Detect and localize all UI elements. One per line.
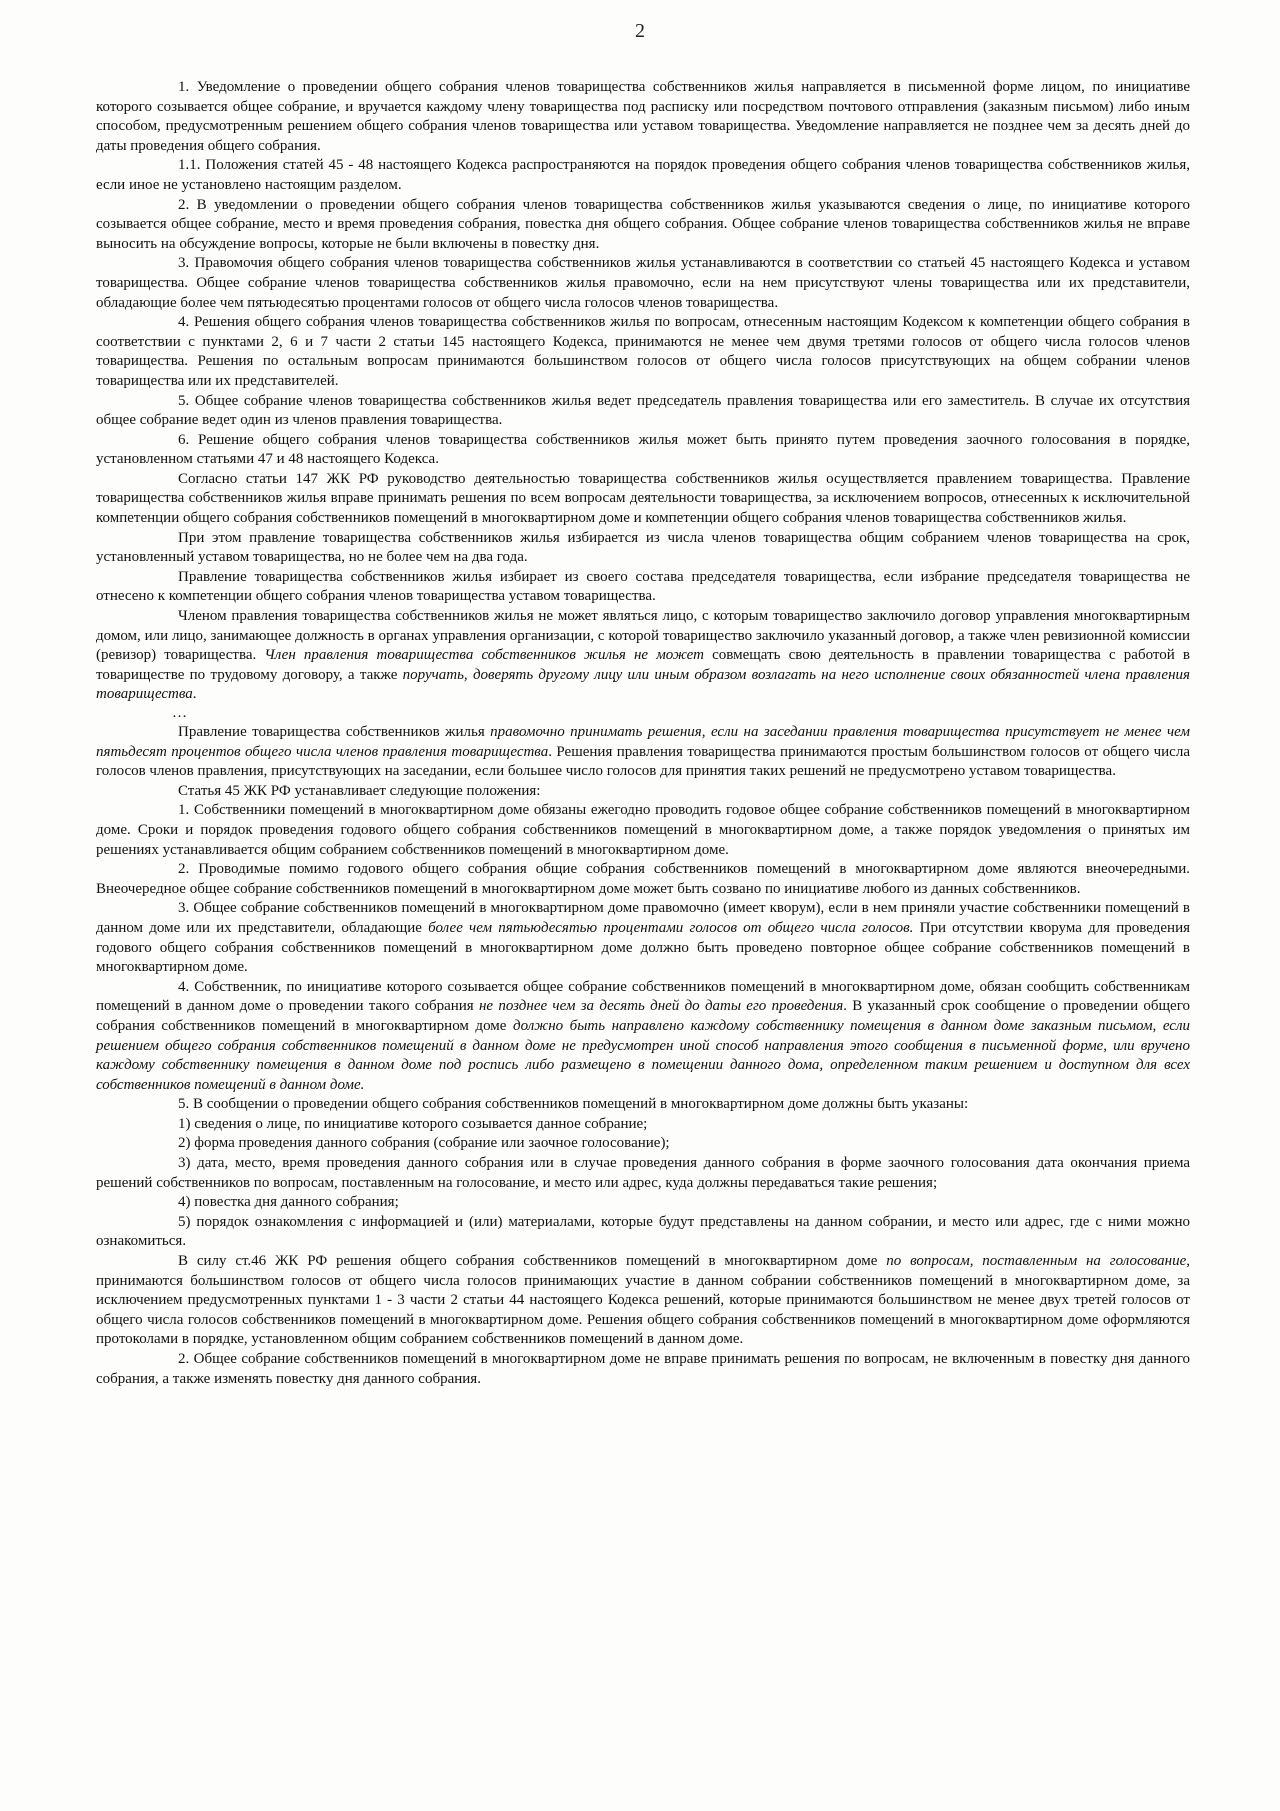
text-run: . В указанный срок сообщение о проведении общего собрания собственников помещений в многоквартирном доме xyxy=(96,998,1190,1034)
paragraph xyxy=(96,899,1190,977)
text-run: 4. Решения общего собрания членов товарищества собственников жилья по вопросам, отнесенным настоящим Кодексом к компетенции общего собрания в соответствии с пунктами 2, 6 и 7 части 2 статьи 145 настоящего Кодекса, принимаются не менее чем двумя третями голосов от общего числа голосов членов товарищества. Решения по остальным вопросам принимаются большинством голосов от общего числа голосов присутствующих на общем собрании членов товарищества или их представителей. xyxy=(96,314,1190,389)
italic-text: более чем пятьюдесятью процентами голосов от общего числа голосов. xyxy=(428,919,914,936)
paragraph xyxy=(96,1193,1190,1213)
paragraph xyxy=(96,1213,1190,1252)
text-run: При отсутствии кворума для проведения годового общего собрания собственников помещений в многоквартирном доме должно быть проведено повторное общее собрание собственников помещений в многоквартирном доме. xyxy=(96,919,1190,976)
text-run: 5. Общее собрание членов товарищества собственников жилья ведет председатель правления товарищества или его заместитель. В случае их отсутствия общее собрание ведет один из членов правления товарищества. xyxy=(96,392,1190,429)
paragraph xyxy=(96,529,1190,568)
text-run: 2) форма проведения данного собрания (собрание или заочное голосование); xyxy=(178,1135,670,1152)
paragraph xyxy=(96,1252,1190,1350)
text-run: 1) сведения о лице, по инициативе которого созывается данное собрание; xyxy=(178,1115,648,1132)
text-run: 3) дата, место, время проведения данного собрания или в случае проведения данного собрания в форме заочного голосования дата окончания приема решений собственников по вопросам, поставленным на голосование, и место или адрес, куда должны передаваться такие решения; xyxy=(96,1155,1190,1191)
text-run: Статья 45 ЖК РФ устанавливает следующие положения: xyxy=(178,782,541,799)
paragraph xyxy=(96,392,1190,431)
text-run: 5. В сообщении о проведении общего собрания собственников помещений в многоквартирном доме должны быть указаны: xyxy=(178,1096,969,1113)
paragraph xyxy=(96,860,1190,899)
page-number: 2 xyxy=(635,20,645,42)
text-run: 5) порядок ознакомления с информацией и (или) материалами, которые будут представлены на данном собрании, и место или адрес, где с ними можно ознакомиться. xyxy=(96,1213,1190,1250)
paragraph xyxy=(96,723,1190,782)
paragraph xyxy=(96,782,1190,802)
paragraph xyxy=(96,431,1190,470)
text-run: 2. Проводимые помимо годового общего собрания общие собрания собственников помещений в многоквартирном доме являются внеочередными. Внеочередное общее собрание собственников помещений в многоквартирном доме может быть созвано по инициативе любого из данных собственников. xyxy=(96,861,1190,897)
text-run: Правление товарищества собственников жилья xyxy=(178,724,491,740)
paragraph xyxy=(96,705,1190,721)
text-run: 2. Общее собрание собственников помещений в многоквартирном доме не вправе принимать решения по вопросам, не включенным в повестку дня данного собрания, а также изменять повестку дня данного собрания. xyxy=(96,1351,1190,1387)
italic-text: поручать, доверять другому лицу или иным образом возлагать на него исполнение своих обязанностей члена правления товарищества xyxy=(96,666,1191,703)
italic-text: по вопросам, поставленным на голосование xyxy=(886,1253,1187,1270)
paragraph xyxy=(96,254,1190,313)
paragraph xyxy=(96,568,1190,607)
paragraph xyxy=(96,1115,1190,1135)
text-run: 4) повестка дня данного собрания; xyxy=(178,1194,399,1211)
text-run: В силу ст.46 ЖК РФ решения общего собрания собственников помещений в многоквартирном доме xyxy=(178,1253,887,1270)
text-run: . Решения правления товарищества принимаются простым большинством голосов от общего числа голосов членов правления, присутствующих на заседании, если большее число голосов для принятия таких решений не предусмотрено уставом товарищества. xyxy=(96,743,1190,780)
text-run: 3. Общее собрание собственников помещений в многоквартирном доме правомочно (имеет кворум), если в нем приняли участие собственники помещений в данном доме или их представители, обладающие xyxy=(96,900,1190,936)
text-run: Членом правления товарищества собственников жилья не может являться лицо, с которым товарищество заключило договор управления многоквартирным домом, или лицо, занимающее должность в органах управления организации, с которой товарищество заключило указанный договор, а также член ревизионной комиссии (ревизор) товарищества. xyxy=(96,608,1190,664)
text-run: 1.1. Положения статей 45 - 48 настоящего Кодекса распространяются на порядок проведения общего собрания членов товарищества собственников жилья, если иное не установлено настоящим разделом. xyxy=(96,157,1190,193)
paragraph xyxy=(96,1134,1190,1154)
paragraph xyxy=(96,313,1190,391)
text-run: 4. Собственник, по инициативе которого созывается общее собрание собственников помещений в многоквартирном доме, обязан сообщить собственникам помещений в данном доме о проведении такого собрания xyxy=(96,978,1190,1015)
text-run: совмещать свою деятельность в правлении товарищества с работой в товариществе по трудовому договору, а также xyxy=(96,647,1191,683)
paragraph xyxy=(96,156,1190,195)
italic-text: должно быть направлено каждому собственнику помещения в данном доме заказным письмом, если решением общего собрания собственников помещений в данном доме не предусмотрен иной способ направления этого сообщения в письменной форме, или вручено каждому собственнику помещения в данном доме под роспись либо размещено в помещении данного дома, определенном таким решением и доступном для всех собственников помещений в данном доме. xyxy=(96,1017,1190,1093)
paragraph xyxy=(96,801,1190,860)
text-run: … xyxy=(172,705,187,721)
text-run: , принимаются большинством голосов от общего числа голосов принимающих участие в данном собрании собственников помещений в многоквартирном доме, за исключением предусмотренных пунктами 1 - 3 части 2 статьи 44 настоящего Кодекса решений, которые принимаются большинством не менее двух третей голосов от общего числа голосов собственников помещений в многоквартирном доме. Решения общего собрания собственников помещений в многоквартирном доме оформляются протоколами в порядке, установленном общим собранием собственников помещений в данном доме. xyxy=(96,1253,1190,1348)
text-run: 3. Правомочия общего собрания членов товарищества собственников жилья устанавливаются в соответствии со статьей 45 настоящего Кодекса и уставом товарищества. Общее собрание членов товарищества собственников жилья правомочно, если на нем присутствуют члены товарищества или их представители, обладающие более чем пятьюдесятью процентами голосов от общего числа голосов членов товарищества. xyxy=(96,255,1190,311)
paragraph xyxy=(96,1154,1190,1193)
text-run: 1. Уведомление о проведении общего собрания членов товарищества собственников жилья направляется в письменной форме лицом, по инициативе которого созывается общее собрание, и вручается каждому члену товарищества под расписку или посредством почтового отправления (заказным письмом) либо иным способом, предусмотренным решением общего собрания членов товарищества или уставом товарищества. Уведомление направляется не позднее чем за десять дней до даты проведения общего собрания. xyxy=(96,79,1190,154)
text-run: Правление товарищества собственников жилья избирает из своего состава председателя товарищества, если избрание председателя товарищества не отнесено к компетенции общего собрания членов товарищества уставом товарищества. xyxy=(96,568,1190,605)
paragraph xyxy=(96,78,1190,156)
document-body xyxy=(96,78,1190,1389)
text-run: 1. Собственники помещений в многоквартирном доме обязаны ежегодно проводить годовое общее собрание собственников помещений в многоквартирном доме. Сроки и порядок проведения годового общего собрания собственников помещений в многоквартирном доме, а также порядок уведомления о принятых им решениях устанавливается общим собранием собственников помещений в многоквартирном доме. xyxy=(96,802,1190,858)
text-run: Согласно статьи 147 ЖК РФ руководство деятельностью товарищества собственников жилья осуществляется правлением товарищества. Правление товарищества собственников жилья вправе принимать решения по всем вопросам деятельности товарищества, за исключением вопросов, отнесенных к исключительной компетенции общего собрания собственников помещений в многоквартирном доме и компетенции общего собрания членов товарищества собственников жилья. xyxy=(96,470,1190,527)
paragraph xyxy=(96,607,1190,705)
paragraph xyxy=(96,1350,1190,1389)
text-run: 6. Решение общего собрания членов товарищества собственников жилья может быть принято путем проведения заочного голосования в порядке, установленном статьями 47 и 48 настоящего Кодекса. xyxy=(96,431,1190,468)
italic-text: Член правления товарищества собственников жилья не может xyxy=(264,647,704,664)
paragraph xyxy=(96,1095,1190,1115)
text-run: 2. В уведомлении о проведении общего собрания членов товарищества собственников жилья указываются сведения о лице, по инициативе которого созывается общее собрание, место и время проведения собрания, повестка дня общего собрания. Общее собрание членов товарищества собственников жилья не вправе выносить на обсуждение вопросы, которые не были включены в повестку дня. xyxy=(96,196,1190,252)
paragraph xyxy=(96,978,1190,1096)
text-run: При этом правление товарищества собственников жилья избирается из числа членов товарищества общим собранием членов товарищества на срок, установленный уставом товарищества, но не более чем на два года. xyxy=(96,529,1190,566)
italic-text: правомочно принимать решения, если на заседании правления товарищества присутствует не менее чем пятьдесят процентов общего числа членов правления товарищества xyxy=(96,724,1190,760)
paragraph xyxy=(96,196,1190,255)
paragraph xyxy=(96,470,1190,529)
text-run: . xyxy=(192,686,197,703)
italic-text: не позднее чем за десять дней до даты его проведения xyxy=(478,998,844,1015)
